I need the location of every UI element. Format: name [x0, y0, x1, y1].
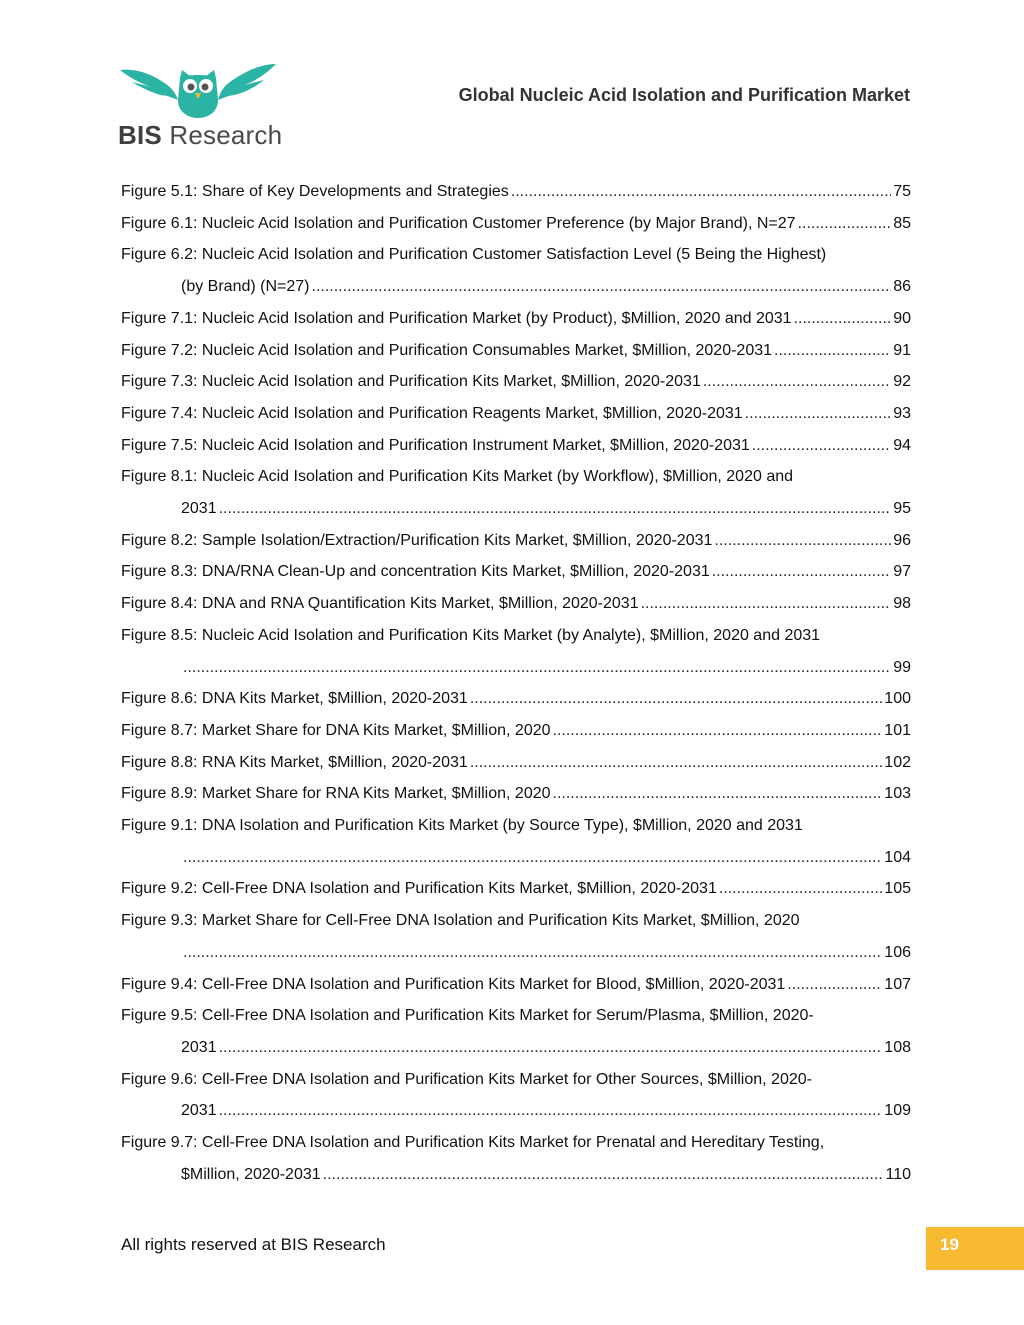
- toc-entry[interactable]: [121, 683, 911, 715]
- toc-entry-text: Figure 8.7: Market Share for DNA Kits Market, $Million, 2020: [121, 721, 551, 739]
- toc-entry[interactable]: [121, 239, 911, 271]
- toc-entry-text: Figure 8.4: DNA and RNA Quantification Kits Market, $Million, 2020-2031: [121, 595, 639, 613]
- toc-entry-text: 2031: [181, 500, 217, 518]
- toc-entry[interactable]: [121, 1159, 911, 1191]
- toc-entry-text: Figure 8.6: DNA Kits Market, $Million, 2020-2031: [121, 690, 468, 708]
- toc-entry[interactable]: [121, 652, 911, 684]
- toc-page-number: 99: [893, 658, 911, 676]
- toc-entry[interactable]: [121, 461, 911, 493]
- toc-entry[interactable]: [121, 303, 911, 335]
- dot-leader: [787, 969, 882, 1001]
- toc-entry-text: Figure 5.1: Share of Key Developments and Strategies: [121, 183, 509, 200]
- toc-entry-text: Figure 9.3: Market Share for Cell-Free DNA Isolation and Purification Kits Market, $Million, 2020: [121, 912, 800, 930]
- toc-page-number: 91: [893, 341, 911, 359]
- toc-entry[interactable]: [121, 1032, 911, 1064]
- toc-entry[interactable]: [121, 335, 911, 367]
- dot-leader: [312, 271, 892, 303]
- toc-page-number: 104: [884, 848, 911, 866]
- toc-entry-text: Figure 6.1: Nucleic Acid Isolation and Purification Customer Preference (by Major Brand), N=27: [121, 214, 796, 232]
- toc-entry-text: Figure 7.3: Nucleic Acid Isolation and Purification Kits Market, $Million, 2020-2031: [121, 373, 701, 391]
- dot-leader: [183, 652, 891, 684]
- dot-leader: [714, 525, 891, 557]
- owl-icon: [118, 60, 278, 120]
- toc-entry-text: Figure 7.5: Nucleic Acid Isolation and Purification Instrument Market, $Million, 2020-2031: [121, 436, 750, 454]
- toc-entry[interactable]: [121, 208, 911, 240]
- dot-leader: [712, 556, 891, 588]
- toc-entry[interactable]: [121, 969, 911, 1001]
- dot-leader: [794, 303, 892, 335]
- page-number-badge: 19: [926, 1227, 1024, 1270]
- dot-leader: [219, 493, 892, 525]
- toc-page-number: 86: [893, 278, 911, 296]
- toc-entry-text: Figure 8.2: Sample Isolation/Extraction/Purification Kits Market, $Million, 2020-2031: [121, 531, 713, 549]
- toc-entry[interactable]: [121, 778, 911, 810]
- dot-leader: [774, 335, 891, 367]
- toc-page-number: 109: [884, 1102, 911, 1120]
- toc-entry-text: Figure 6.2: Nucleic Acid Isolation and Purification Customer Satisfaction Level (5 Being the Highest): [121, 246, 827, 264]
- toc-page-number: 75: [893, 183, 911, 200]
- toc-entry[interactable]: [121, 905, 911, 937]
- toc-entry[interactable]: [121, 620, 911, 652]
- toc-page-number: 85: [893, 214, 911, 232]
- toc-entry[interactable]: [121, 715, 911, 747]
- dot-leader: [219, 1032, 883, 1064]
- toc-entry[interactable]: [121, 430, 911, 462]
- dot-leader: [641, 588, 892, 620]
- toc-entry[interactable]: [121, 1064, 911, 1096]
- toc-entry[interactable]: [121, 176, 911, 208]
- toc-entry[interactable]: [121, 842, 911, 874]
- brand-name: [118, 120, 283, 151]
- toc-entry-text: 2031: [181, 1038, 217, 1056]
- toc-page-number: 90: [893, 309, 911, 327]
- brand-bold: BIS: [118, 120, 162, 150]
- toc-page-number: 110: [885, 1165, 911, 1183]
- dot-leader: [553, 778, 883, 810]
- toc-entry-text: Figure 9.4: Cell-Free DNA Isolation and Purification Kits Market for Blood, $Million, 2020-2031: [121, 975, 786, 993]
- toc-page-number: 97: [893, 563, 911, 581]
- toc-page-number: 94: [893, 436, 911, 454]
- toc-entry[interactable]: [121, 747, 911, 779]
- toc-page-number: 105: [884, 880, 911, 898]
- toc-page-number: 106: [884, 943, 911, 961]
- dot-leader: [219, 1095, 883, 1127]
- document-title: Global Nucleic Acid Isolation and Purification Market: [458, 85, 910, 105]
- toc-entry-text: (by Brand) (N=27): [181, 278, 310, 296]
- toc-entry-text: Figure 9.7: Cell-Free DNA Isolation and Purification Kits Market for Prenatal and Hereditary Testing,: [121, 1134, 825, 1152]
- toc-entry-text: Figure 9.1: DNA Isolation and Purification Kits Market (by Source Type), $Million, 2020 and 2031: [121, 817, 803, 835]
- toc-page-number: 108: [884, 1038, 911, 1056]
- toc-entry-text: Figure 8.9: Market Share for RNA Kits Market, $Million, 2020: [121, 785, 551, 803]
- toc-entry-text: Figure 7.1: Nucleic Acid Isolation and Purification Market (by Product), $Million, 2020 and 2031: [121, 309, 792, 327]
- toc-entry-text: Figure 9.5: Cell-Free DNA Isolation and Purification Kits Market for Serum/Plasma, $Million, 2020-: [121, 1007, 814, 1025]
- dot-leader: [511, 176, 891, 208]
- toc-entry[interactable]: [121, 810, 911, 842]
- toc-entry[interactable]: [121, 556, 911, 588]
- bis-research-logo: [118, 60, 283, 152]
- toc-entry[interactable]: [121, 271, 911, 303]
- toc-entry[interactable]: [121, 1095, 911, 1127]
- toc-entry[interactable]: [121, 525, 911, 557]
- toc-page-number: 103: [884, 785, 911, 803]
- toc-page-number: 93: [893, 404, 911, 422]
- toc-entry[interactable]: [121, 1000, 911, 1032]
- toc-entry-text: Figure 8.1: Nucleic Acid Isolation and Purification Kits Market (by Workflow), $Million, 2020 and: [121, 468, 794, 486]
- toc-entry-text: Figure 8.5: Nucleic Acid Isolation and Purification Kits Market (by Analyte), $Million, 2020 and 2031: [121, 626, 821, 644]
- dot-leader: [745, 398, 892, 430]
- dot-leader: [323, 1159, 884, 1191]
- toc-page-number: 100: [884, 690, 911, 708]
- toc-page-number: 102: [884, 753, 911, 771]
- toc-entry[interactable]: [121, 398, 911, 430]
- toc-page-number: 98: [893, 595, 911, 613]
- dot-leader: [553, 715, 883, 747]
- toc-entry-text: 2031: [181, 1102, 217, 1120]
- dot-leader: [470, 747, 882, 779]
- toc-page-number: 101: [884, 721, 911, 739]
- dot-leader: [798, 208, 892, 240]
- dot-leader: [703, 366, 891, 398]
- dot-leader: [752, 430, 891, 462]
- toc-entry-text: Figure 9.6: Cell-Free DNA Isolation and Purification Kits Market for Other Sources, $Million, 2020-: [121, 1070, 812, 1088]
- dot-leader: [183, 842, 882, 874]
- footer-rights: All rights reserved at BIS Research: [121, 1235, 386, 1254]
- dot-leader: [719, 873, 882, 905]
- toc-entry[interactable]: [121, 937, 911, 969]
- toc-entry[interactable]: [121, 493, 911, 525]
- toc-entry-text: $Million, 2020-2031: [181, 1165, 321, 1183]
- dot-leader: [470, 683, 882, 715]
- toc-entry[interactable]: [121, 873, 911, 905]
- toc-entry[interactable]: [121, 366, 911, 398]
- toc-entry[interactable]: [121, 588, 911, 620]
- toc-page-number: 92: [893, 373, 911, 391]
- dot-leader: [183, 937, 882, 969]
- toc-entry-text: Figure 7.4: Nucleic Acid Isolation and Purification Reagents Market, $Million, 2020-2031: [121, 404, 743, 422]
- toc-page-number: 95: [893, 500, 911, 518]
- toc-entry-text: Figure 8.3: DNA/RNA Clean-Up and concentration Kits Market, $Million, 2020-2031: [121, 563, 710, 581]
- toc-page-number: 107: [884, 975, 911, 993]
- toc-entry-text: Figure 8.8: RNA Kits Market, $Million, 2020-2031: [121, 753, 468, 771]
- toc-entry-text: Figure 9.2: Cell-Free DNA Isolation and Purification Kits Market, $Million, 2020-2031: [121, 880, 717, 898]
- toc-entry[interactable]: [121, 1127, 911, 1159]
- toc-page-number: 96: [893, 531, 911, 549]
- list-of-figures: [121, 176, 911, 1191]
- toc-entry-text: Figure 7.2: Nucleic Acid Isolation and Purification Consumables Market, $Million, 2020-2031: [121, 341, 773, 359]
- brand-rest: Research: [161, 120, 283, 150]
